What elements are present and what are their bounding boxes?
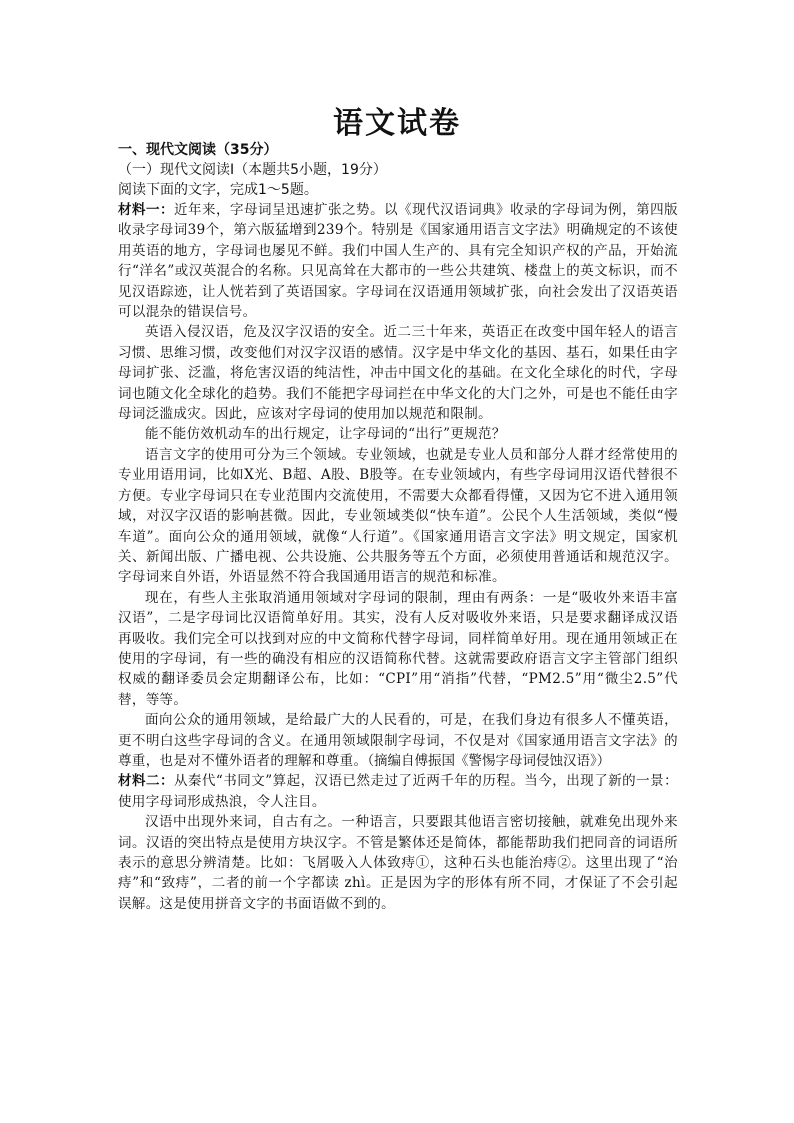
material2-label: 材料二：	[118, 773, 174, 790]
page-title: 语文试卷	[333, 106, 461, 141]
material2-paragraph-2: 汉语中出现外来词，自古有之。一种语言，只要跟其他语言密切接触，就难免出现外来词。汉语的突出特点是使用方块汉字。不管是繁体还是简体，都能帮助我们把同音的词语所表示的意思分辨清楚。比如：飞屑吸入人体致痔①，这种石头也能治痔②。这里出现了“治痔”和“致痔”，二者的前一个字都读 zhì。正是因为字的形体有所不同，才保证了不会引起误解。这是使用拼音文字的书面语做不到的。	[118, 814, 678, 912]
section-heading: 一、现代文阅读（35分）	[118, 142, 278, 158]
material1-p6-text: 面向公众的通用领域，是给最广大的人民看的，可是，在我们身边有很多人不懂英语，更不明白这些字母词的含义。在通用领域限制字母词，不仅是对《国家通用语言文字法》的尊重，也是对不懂外语者的理解和尊重。	[118, 712, 678, 769]
subsection-heading: （一）现代文阅读Ⅰ（本题共5小题，19分）	[118, 162, 387, 178]
material1-p1-text: 近年来，字母词呈迅速扩张之势。以《现代汉语词典》收录的字母词为例，第四版收录字母词39个，第六版猛增到239个。特别是《国家通用语言文字法》明确规定的不该使用英语的地方，字母词也屡见不鲜。我们中国人生产的、具有完全知识产权的产品，开始流行“洋名”或汉英混合的名称。只见高耸在大都市的一些公共建筑、楼盘上的英文标识，而不见汉语踪迹，让人恍若到了英语国家。字母词在汉语通用领域扩张，向社会发出了汉语英语可以混杂的错误信号。	[118, 202, 678, 321]
instruction-text: 阅读下面的文字，完成1～5题。	[118, 182, 318, 198]
exam-content	[118, 140, 678, 914]
material1-source: （摘编自傅振国《警惕字母词侵蚀汉语》）	[367, 752, 611, 769]
material1-paragraph-4: 语言文字的使用可分为三个领域。专业领域，也就是专业人员和部分人群才经常使用的专业用语用词，比如X光、B超、A股、B股等。在专业领域内，有些字母词用汉语代替很不方便。专业字母词只在专业范围内交流使用，不需要大众都看得懂，又因为它不进入通用领域，对汉字汉语的影响甚微。因此，专业领域类似“快车道”。公民个人生活领域，类似“慢车道”。面向公众的通用领域，就像“人行道”。《国家通用语言文字法》明文规定，国家机关、新闻出版、广播电视、公共设施、公共服务等五个方面，必须使用普通话和规范汉字。字母词来自外语，外语显然不符合我国通用语言的规范和标准。	[118, 446, 678, 586]
material1-label: 材料一：	[118, 202, 175, 218]
material1-paragraph-5: 现在，有些人主张取消通用领域对字母词的限制，理由有两条：一是“吸收外来语丰富汉语”，二是字母词比汉语简单好用。其实，没有人反对吸收外来语，只是要求翻译成汉语再吸收。我们完全可以找到对应的中文简称代替字母词，同样简单好用。现在通用领域正在使用的字母词，有一些的确没有相应的汉语简称代替。这就需要政府语言文字主管部门组织权威的翻译委员会定期翻译公布，比如：“CPI”用“消指”代替，“PM2.5”用“微尘2.5”代替，等等。	[118, 589, 678, 708]
material1-paragraph-1	[118, 200, 678, 322]
material1-paragraph-2: 英语入侵汉语，危及汉字汉语的安全。近二三十年来，英语正在改变中国年轻人的语言习惯、思维习惯，改变他们对汉字汉语的感情。汉字是中华文化的基因、基石，如果任由字母词扩张、泛滥，将危害汉语的纯洁性，冲击中国文化的基础。在文化全球化的时代，字母词也随文化全球化的趋势。我们不能把字母词拦在中华文化的大门之外，可是也不能任由字母词泛滥成灾。因此，应该对字母词的使用加以规范和限制。	[118, 324, 678, 423]
material1-paragraph-6	[118, 710, 678, 771]
material2-paragraph-1	[118, 771, 678, 812]
material2-p1-text: 从秦代“书同文”算起，汉语已然走过了近两千年的历程。当今，出现了新的一景：使用字母词形成热浪，令人注目。	[118, 773, 678, 810]
material1-paragraph-3: 能不能仿效机动车的出行规定，让字母词的“出行”更规范？	[145, 426, 506, 443]
